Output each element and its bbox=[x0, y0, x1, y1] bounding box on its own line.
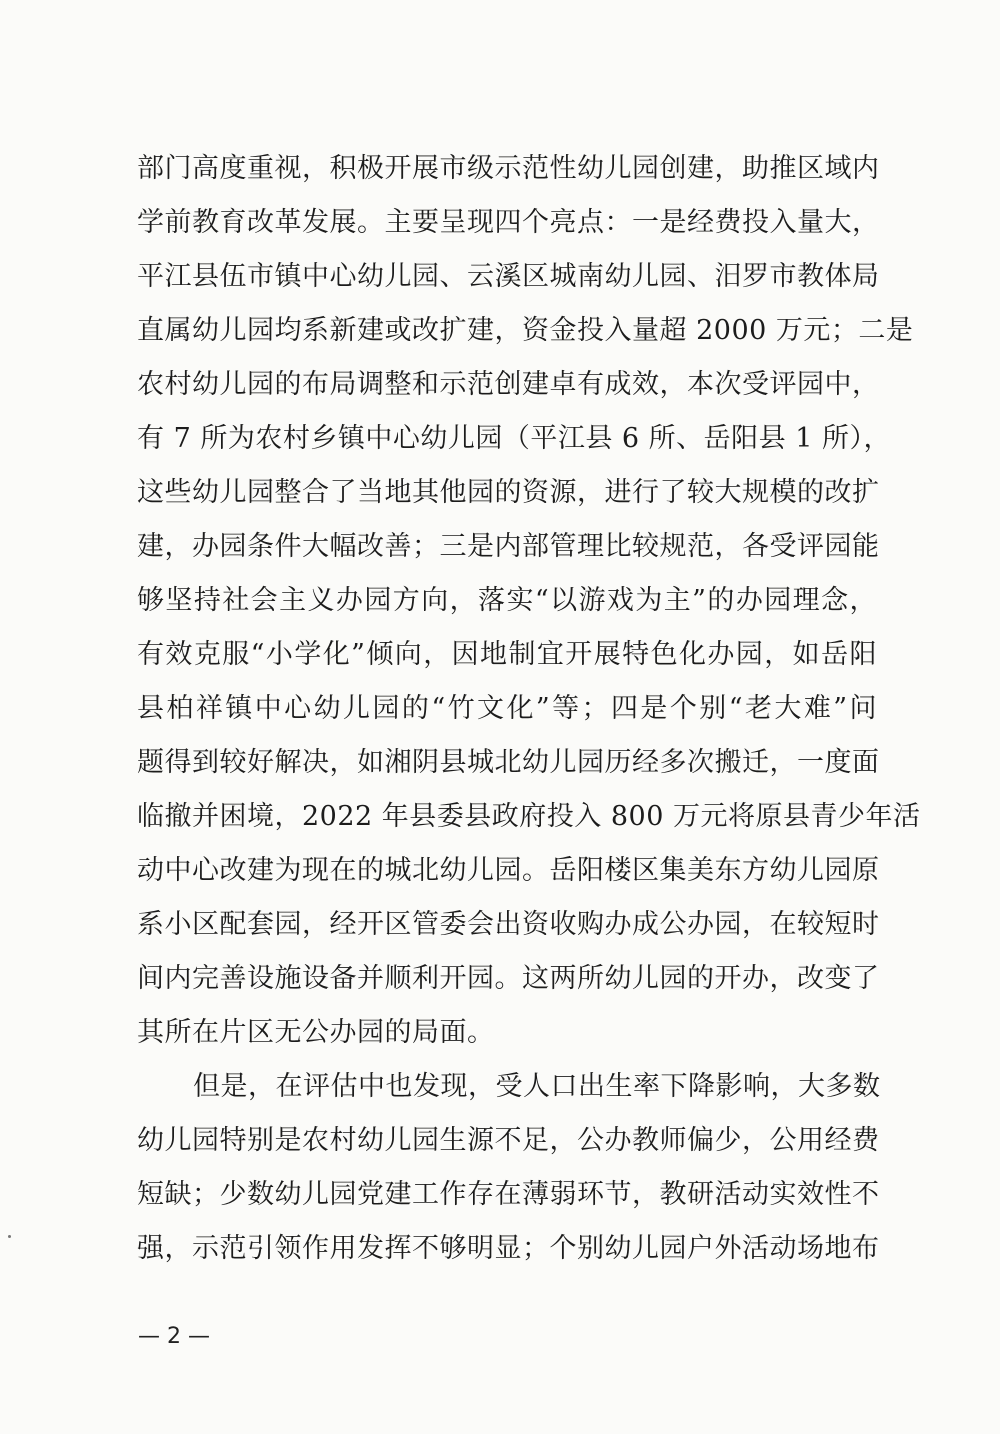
body-text bbox=[137, 142, 921, 1276]
text-line: 有效克服“小学化”倾向，因地制宜开展特色化办园，如岳阳 bbox=[137, 639, 877, 670]
text-line: 县柏祥镇中心幼儿园的“竹文化”等；四是个别“老大难”问 bbox=[137, 693, 877, 724]
text-line: 幼儿园特别是农村幼儿园生源不足，公办教师偏少，公用经费 bbox=[137, 1125, 880, 1156]
text-line: 系小区配套园，经开区管委会出资收购办成公办园，在较短时 bbox=[137, 909, 880, 940]
text-line: 平江县伍市镇中心幼儿园、云溪区城南幼儿园、汨罗市教体局 bbox=[137, 261, 880, 292]
paragraph-first-line: 但是，在评估中也发现，受人口出生率下降影响，大多数 bbox=[193, 1071, 881, 1102]
scan-speck bbox=[8, 1235, 11, 1238]
text-line: 部门高度重视，积极开展市级示范性幼儿园创建，助推区域内 bbox=[137, 153, 880, 184]
text-line: 间内完善设施设备并顺利开园。这两所幼儿园的开办，改变了 bbox=[137, 963, 880, 994]
text-line: 直属幼儿园均系新建或改扩建，资金投入量超 2000 万元；二是 bbox=[137, 315, 914, 346]
text-line: 有 7 所为农村乡镇中心幼儿园（平江县 6 所、岳阳县 1 所）， bbox=[137, 423, 892, 454]
page-number: — 2 — bbox=[138, 1324, 210, 1349]
text-line: 其所在片区无公办园的局面。 bbox=[137, 1017, 495, 1048]
text-line: 动中心改建为现在的城北幼儿园。岳阳楼区集美东方幼儿园原 bbox=[137, 855, 880, 886]
text-line: 学前教育改革发展。主要呈现四个亮点：一是经费投入量大， bbox=[137, 207, 880, 238]
text-line: 强，示范引领作用发挥不够明显；个别幼儿园户外活动场地布 bbox=[137, 1233, 880, 1264]
text-line: 这些幼儿园整合了当地其他园的资源，进行了较大规模的改扩 bbox=[137, 477, 880, 508]
text-line: 建，办园条件大幅改善；三是内部管理比较规范，各受评园能 bbox=[137, 531, 880, 562]
text-line: 够坚持社会主义办园方向，落实“以游戏为主”的办园理念， bbox=[137, 585, 877, 616]
text-line: 农村幼儿园的布局调整和示范创建卓有成效，本次受评园中， bbox=[137, 369, 880, 400]
text-line: 短缺；少数幼儿园党建工作存在薄弱环节，教研活动实效性不 bbox=[137, 1179, 880, 1210]
text-line: 题得到较好解决，如湘阴县城北幼儿园历经多次搬迁，一度面 bbox=[137, 747, 880, 778]
text-line: 临撤并困境，2022 年县委县政府投入 800 万元将原县青少年活 bbox=[137, 801, 921, 832]
